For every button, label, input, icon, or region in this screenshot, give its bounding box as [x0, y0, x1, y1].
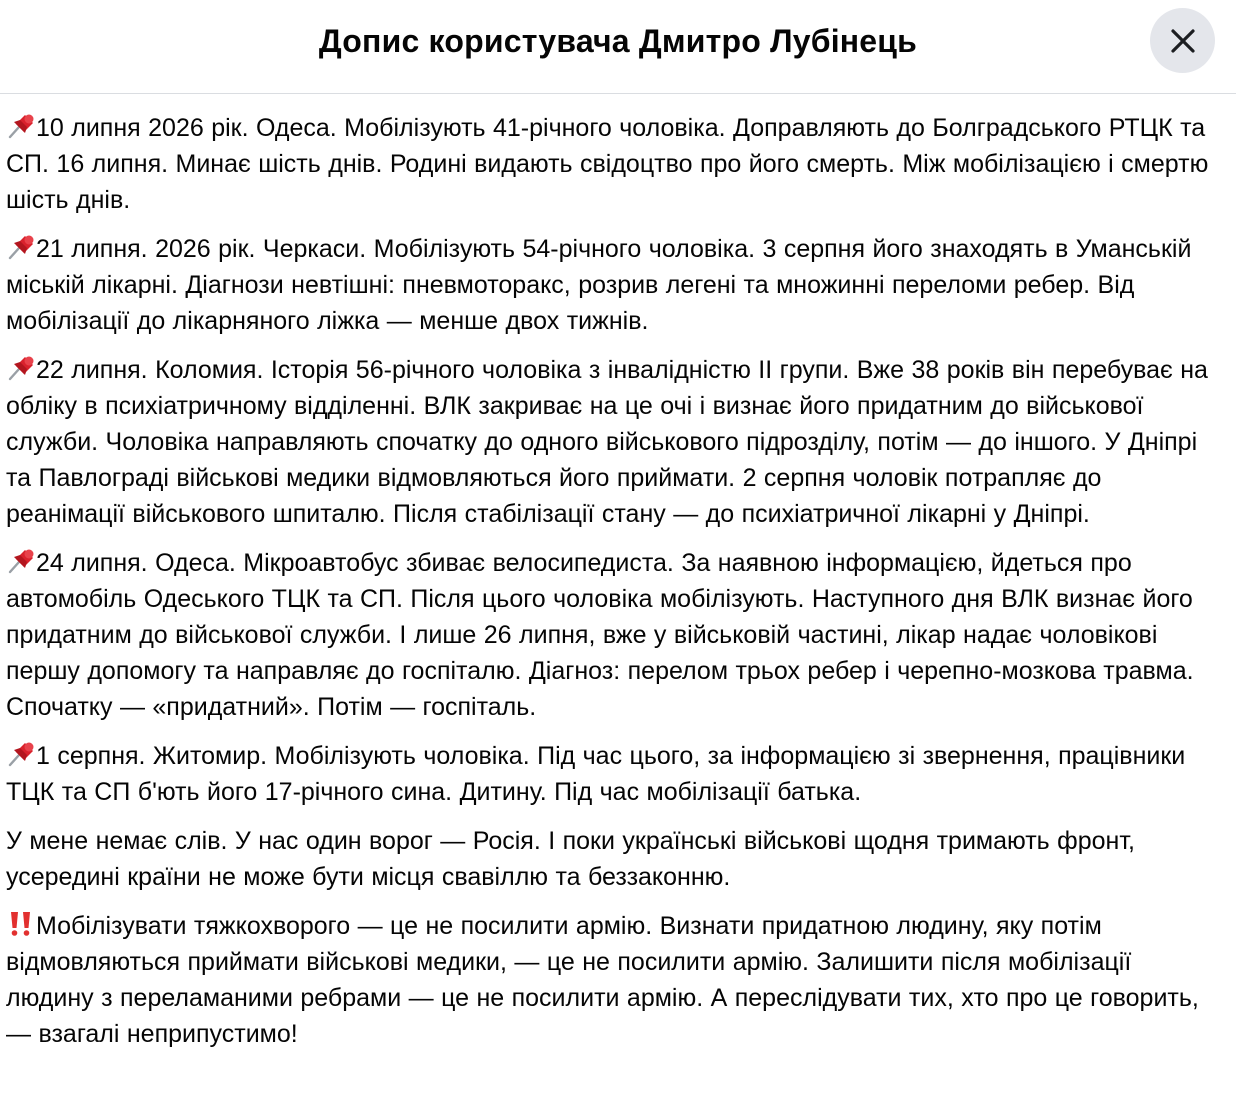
dialog-title: Допис користувача Дмитро Лубінець [318, 23, 918, 59]
close-button[interactable] [1150, 8, 1215, 73]
post-paragraph [6, 738, 1226, 810]
post-paragraph [6, 352, 1226, 532]
pushpin-icon [6, 740, 36, 767]
paragraph-text: Мобілізувати тяжкохворого — це не посилити армію. Визнати придатною людину, яку потім відмовляються приймати військові медики, — це не посилити армію. Залишити після мобілізації людину з переламаними ребрами — це не посилити армію. А переслідувати тих, хто про це говорить, — взагалі неприпустимо! [6, 912, 1199, 1048]
paragraph-text: 21 липня. 2026 рік. Черкаси. Мобілізують 54-річного чоловіка. 3 серпня його знаходять в Уманській міській лікарні. Діагнози невтішні: пневмоторакс, розрив легені та множинні переломи ребер. Від мобілізації до лікарняного ліжка — менше двох тижнів. [6, 235, 1192, 335]
post-paragraph [6, 545, 1226, 725]
paragraph-text: 1 серпня. Житомир. Мобілізують чоловіка. Під час цього, за інформацією зі звернення, працівники ТЦК та СП б'ють його 17-річного сина. Дитину. Під час мобілізації батька. [6, 742, 1186, 806]
pushpin-icon [6, 354, 36, 381]
post-paragraph [6, 908, 1226, 1052]
pushpin-icon [6, 233, 36, 260]
paragraph-text: 10 липня 2026 рік. Одеса. Мобілізують 41-річного чоловіка. Доправляють до Болградського РТЦК та СП. 16 липня. Минає шість днів. Родині видають свідоцтво про його смерть. Між мобілізацією і смертю шість днів. [6, 114, 1209, 214]
dialog-header [0, 0, 1236, 94]
post-paragraph [6, 231, 1226, 339]
post-body [6, 110, 1226, 1065]
pushpin-icon [6, 112, 36, 139]
paragraph-text: 24 липня. Одеса. Мікроавтобус збиває велосипедиста. За наявною інформацією, йдеться про автомобіль Одеського ТЦК та СП. Після цього чоловіка мобілізують. Наступного дня ВЛК визнає його придатним до військової служби. І лише 26 липня, вже у військовій частині, лікар надає чоловікові першу допомогу та направляє до госпіталю. Діагноз: перелом трьох ребер і черепно-мозкова травма. Спочатку — «придатний». Потім — госпіталь. [6, 549, 1194, 721]
pushpin-icon [6, 547, 36, 574]
double-exclamation-icon [6, 910, 36, 937]
post-paragraph [6, 823, 1226, 895]
post-paragraph [6, 110, 1226, 218]
paragraph-text: 22 липня. Коломия. Історія 56-річного чоловіка з інвалідністю ІІ групи. Вже 38 років він перебуває на обліку в психіатричному відділенні. ВЛК закриває на це очі і визнає його придатним до військової служби. Чоловіка направляють спочатку до одного військового підрозділу, потім — до іншого. У Дніпрі та Павлограді військові медики відмовляються його приймати. 2 серпня чоловік потрапляє до реанімації військового шпиталю. Після стабілізації стану — до психіатричної лікарні у Дніпрі. [6, 356, 1208, 528]
close-icon [1170, 28, 1196, 54]
paragraph-text: У мене немає слів. У нас один ворог — Росія. І поки українські військові щодня тримають фронт, усередині країни не може бути місця свавіллю та беззаконню. [6, 827, 1135, 891]
